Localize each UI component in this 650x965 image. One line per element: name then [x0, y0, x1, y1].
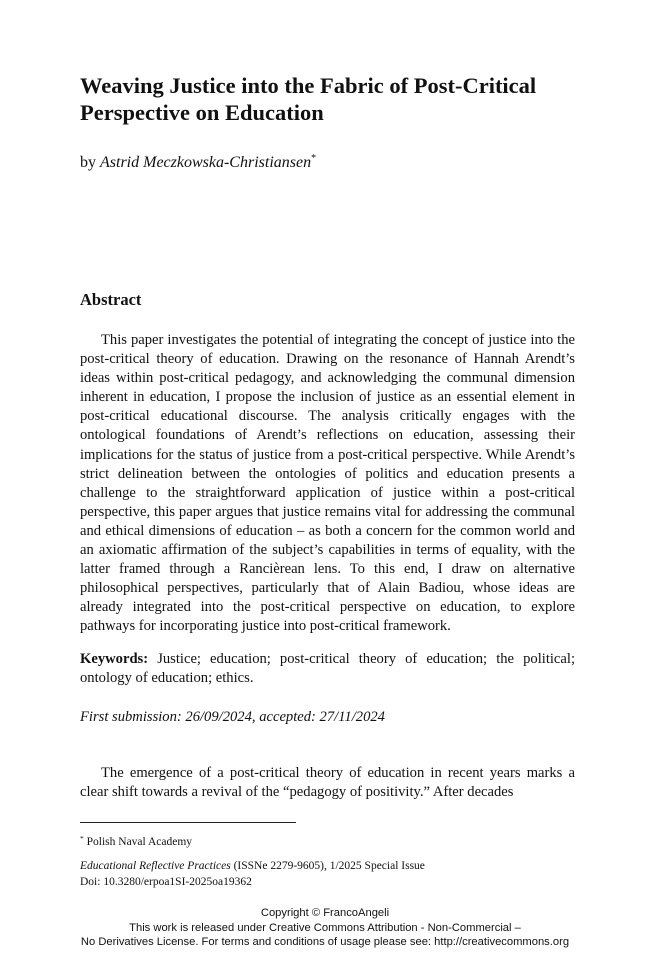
author-name: Astrid Meczkowska-Christiansen: [100, 154, 312, 171]
keywords: [80, 650, 575, 688]
abstract-heading: Abstract: [80, 290, 142, 309]
keywords-label: Keywords:: [80, 651, 149, 667]
keywords-list: Justice; education; post-critical theory of education; the political; ontology of education; ethics.: [80, 651, 575, 687]
copyright-line-3: No Derivatives License. For terms and conditions of usage please see: http://creativecommons.org: [80, 936, 570, 948]
footnote: [80, 831, 192, 850]
copyright-line-2: This work is released under Creative Commons Attribution - Non-Commercial –: [129, 921, 521, 934]
footnote-divider: [80, 822, 296, 823]
footnote-mark: *: [80, 834, 84, 843]
journal-name: Educational Reflective Practices: [80, 860, 231, 872]
submission-dates: First submission: 26/09/2024, accepted: 27/11/2024: [80, 709, 385, 725]
byline-prefix: by: [80, 154, 100, 171]
journal-doi: Doi: 10.3280/erpoa1SI-2025oa19362: [80, 875, 252, 888]
footnote-text: Polish Naval Academy: [83, 836, 193, 848]
journal-info: [80, 859, 425, 890]
abstract-body: This paper investigates the potential of integrating the concept of justice into the post-critical theory of education. Drawing on the resonance of Hannah Arendt’s ideas within post-critical pedagogy, and acknowledging the communal dimension inherent in education, I propose the inclusion of justice as an essential element in post-critical educational discourse. The analysis critically engages with the ontological foundations of Arendt’s reflections on education, assessing their implications for the status of justice from a post-critical perspective. While Arendt’s strict delineation between the ontologies of politics and education presents a challenge to the straightforward application of justice within a post-critical perspective, this paper argues that justice remains vital for addressing the communal and ethical dimensions of education – as both a concern for the common world and an axiomatic affirmation of the subject’s capabilities in terms of equality, with the latter framed through a Rancièrean lens. To this end, I draw on alternative philosophical perspectives, particularly that of Alain Badiou, whose ideas are already integrated into the post-critical perspective on education, to explore pathways for incorporating justice into post-critical framework.: [80, 332, 575, 635]
byline: [80, 149, 316, 173]
article-title: Weaving Justice into the Fabric of Post-Critical Perspective on Education: [80, 73, 537, 125]
author-footnote-mark: *: [311, 153, 317, 164]
copyright-notice: [0, 906, 650, 950]
intro-paragraph: The emergence of a post-critical theory of education in recent years marks a clear shift towards a revival of the “pedagogy of positivity.” After decades: [80, 765, 575, 801]
copyright-line-1: Copyright © FrancoAngeli: [260, 907, 390, 919]
journal-citation: [80, 859, 425, 875]
journal-issue: (ISSNe 2279-9605), 1/2025 Special Issue: [230, 860, 425, 872]
